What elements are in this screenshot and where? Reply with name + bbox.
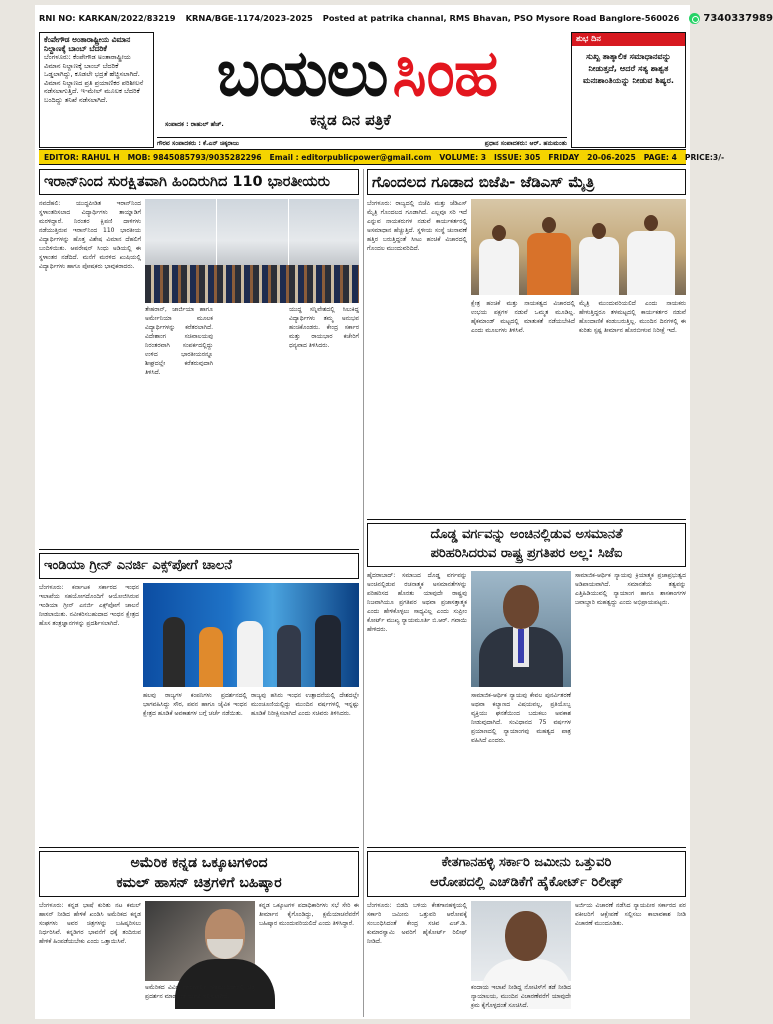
bjp-photo [471,199,686,295]
chief-editor: ಪ್ರಧಾನ ಸಂಪಾದಕರು: ಆರ್. ಹನುಮಂತು [484,140,567,147]
rni-number: RNI NO: KARKAN/2022/83219 [39,13,176,23]
info-issue: ISSUE: 305 [494,152,541,162]
green-body-col1: ಬೆಂಗಳೂರು: ಕರ್ನಾಟಕ ಸರ್ಕಾರದ ಇಂಧನ ಇಲಾಖೆಯ ಸಹಯೋಗದೊಂದಿಗೆ ಆಯೋಜಿಸಿರುವ ಇಂಡಿಯಾ ಗ್ರೀನ್ ಎನರ್ಜಿ ಎಕ್ಸ್‌ಪೋಗೆ ಚಾಲನೆ ನೀಡಲಾಯಿತು. ನವೀಕರಿಸಬಹುದಾದ ಇಂಧನ ಕ್ಷೇತ್ರದ ಹೊಸ ತಂತ್ರಜ್ಞಾನಗಳನ್ನು ಪ್ರದರ್ಶಿಸಲಾಗಿದೆ. [39,584,139,627]
phone-contact [689,13,773,24]
nameplate-word-black: ಬಯಲು [216,37,388,111]
info-date: 20-06-2025 [587,152,636,162]
kamal-headline-line1: ಅಮೆರಿಕ ಕನ್ನಡ ಒಕ್ಕೂಟಗಳಿಂದ [130,855,268,871]
kamal-photo [145,901,255,981]
whatsapp-icon [689,13,700,24]
nameplate [157,29,557,119]
iran-body-col3 [217,305,285,389]
minority-body-col1: ಹೈದರಾಬಾದ್: ಸಮಾಜದ ದೊಡ್ಡ ವರ್ಗವನ್ನು ಅಂಚಿನಲ್ಲಿಡುವ ರಚನಾತ್ಮಕ ಅಸಮಾನತೆಗಳನ್ನು ಪರಿಹರಿಸದ ಹೊರತು ಯಾವುದೇ ರಾಷ್ಟ್ರವು ನಿಜವಾಗಿಯೂ ಪ್ರಗತಿಪರ ಅಥವಾ ಪ್ರಜಾಸತ್ತಾತ್ಮಕ ಎಂದು ಹೇಳಿಕೊಳ್ಳಲು ಸಾಧ್ಯವಿಲ್ಲ ಎಂದು ಸುಪ್ರೀಂ ಕೋರ್ಟ್ ಮುಖ್ಯ ನ್ಯಾಯಮೂರ್ತಿ ಬಿ.ಆರ್. ಗವಾಯಿ ಹೇಳಿದರು. [367,572,467,633]
info-bar [39,149,725,165]
bjp-body-col1: ಬೆಂಗಳೂರು: ರಾಜ್ಯದಲ್ಲಿ ಬಿಜೆಪಿ ಮತ್ತು ಜೆಡಿಎಸ್ ಮೈತ್ರಿ ಗೊಂದಲದ ಗೂಡಾಗಿದೆ. ಎಲ್ಲವೂ ಸರಿ ಇದೆ ಎನ್ನುವ ನಾಯಕರುಗಳ ನಡುವೆ ಕಾರ್ಯಕರ್ತರಲ್ಲಿ ಅಸಮಾಧಾನ ಹೆಚ್ಚುತ್ತಿದೆ. ಸ್ಥಳೀಯ ಸಂಸ್ಥೆ ಚುನಾವಣೆ ಹತ್ತಿರ ಬರುತ್ತಿದ್ದಂತೆ ಸೀಟು ಹಂಚಿಕೆ ವಿಚಾರದಲ್ಲಿ ಗೊಂದಲ ಮುಂದುವರಿದಿದೆ. [367,200,467,252]
bjp-body-col2: ಕ್ಷೇತ್ರ ಹಂಚಿಕೆ ಮತ್ತು ನಾಯಕತ್ವದ ವಿಚಾರದಲ್ಲಿ ಉಭಯ ಪಕ್ಷಗಳ ನಡುವೆ ಒಮ್ಮತ ಮೂಡಿಲ್ಲ. ಹೈಕಮಾಂಡ್ ಮಟ್ಟದಲ್ಲಿ ಮಾತುಕತೆ ನಡೆಯಬೇಕಿದೆ ಎಂದು ಮೂಲಗಳು ತಿಳಿಸಿವೆ. [471,300,575,334]
iran-photo [145,199,359,303]
green-photo [143,583,359,687]
bjp-body-col3: ಮೈತ್ರಿ ಮುಂದುವರಿಯಲಿದೆ ಎಂದು ನಾಯಕರು ಹೇಳುತ್ತಿದ್ದರೂ ತಳಮಟ್ಟದಲ್ಲಿ ಕಾರ್ಯಕರ್ತರ ನಡುವೆ ಹೊಂದಾಣಿಕೆ ಕಂಡುಬರುತ್ತಿಲ್ಲ. ಮುಂದಿನ ದಿನಗಳಲ್ಲಿ ಈ ಕುರಿತು ಸ್ಪಷ್ಟ ತೀರ್ಮಾನ ಹೊರಬೀಳುವ ನಿರೀಕ್ಷೆ ಇದೆ. [579,300,686,334]
info-email: Email : editorpublicpower@gmail.com [269,152,432,162]
hdk-headline-line2: ಆರೋಪದಲ್ಲಿ ಎಚ್‌ಡಿಕೆಗೆ ಹೈಕೋರ್ಟ್ ರಿಲೀಫ್ [430,875,623,890]
hdk-photo [471,901,571,981]
editor-credit: ಸಂಪಾದಕ : ರಾಹುಲ್ ಹೆಚ್. [165,121,224,128]
hdk-headline [367,851,686,897]
info-mobile: MOB: 9845085793/9035282296 [127,152,262,162]
minority-headline-line2: ಪರಿಹರಿಸಿದರುವ ರಾಷ್ಟ್ರ ಪ್ರಗತಿಪರ ಅಲ್ಲ: ಸಿಜೆಐ [430,546,623,561]
kamal-headline-line2: ಕಮಲ್ ಹಾಸನ್ ಚಿತ್ರಗಳಿಗೆ ಬಹಿಷ್ಕಾರ [116,875,282,891]
kamal-headline [39,851,359,897]
iran-body-col1: ನವದೆಹಲಿ: ಯುದ್ಧಪೀಡಿತ ಇರಾನ್‌ನಿಂದ ಸ್ಥಳಾಂತರಿಸಲಾದ ವಿದ್ಯಾರ್ಥಿಗಳು ತಾಯ್ನಾಡಿಗೆ ಮರಳಿದ್ದಾರೆ. ನಿರಂತರ ಕ್ಷಿಪಣಿ ದಾಳಿಗಳು ನಡೆಯುತ್ತಿರುವ ಇರಾನ್‌ನಿಂದ 110 ಭಾರತೀಯ ವಿದ್ಯಾರ್ಥಿಗಳನ್ನು ಹೊತ್ತ ವಿಶೇಷ ವಿಮಾನ ದೆಹಲಿಗೆ ಬಂದಿಳಿಯಿತು. ಆಪರೇಷನ್ ಸಿಂಧು ಅಡಿಯಲ್ಲಿ ಈ ಸ್ಥಳಾಂತರ ನಡೆದಿದೆ. ಮನೆಗೆ ಮರಳಿದ ಖುಷಿಯಲ್ಲಿ ವಿದ್ಯಾರ್ಥಿಗಳು ಹಾಗೂ ಪೋಷಕರು ಭಾವುಕರಾದರು. [39,200,141,270]
masthead-credits [157,137,567,148]
iran-body-col4: ಯುದ್ಧ ಸನ್ನಿವೇಶದಲ್ಲಿ ಸಿಲುಕಿದ್ದ ವಿದ್ಯಾರ್ಥಿಗಳು ತಮ್ಮ ಅನುಭವ ಹಂಚಿಕೊಂಡರು. ಕೇಂದ್ರ ಸರ್ಕಾರ ಮತ್ತು ರಾಯಭಾರ ಕಚೇರಿಗೆ ಧನ್ಯವಾದ ತಿಳಿಸಿದರು. [289,306,359,349]
iran-headline: ಇರಾನ್‌ನಿಂದ ಸುರಕ್ಷಿತವಾಗಿ ಹಿಂದಿರುಗಿದ 110 ಭಾರತೀಯರು [39,169,359,195]
cji-portrait [471,571,571,687]
kamal-body-col3: ಕನ್ನಡ ಒಕ್ಕೂಟಗಳ ಪದಾಧಿಕಾರಿಗಳು ಸಭೆ ಸೇರಿ ಈ ತೀರ್ಮಾನ ಕೈಗೊಂಡಿದ್ದು, ಕ್ಷಮೆಯಾಚನೆವರೆಗೆ ಬಹಿಷ್ಕಾರ ಮುಂದುವರಿಯಲಿದೆ ಎಂದು ತಿಳಿಸಿದ್ದಾರೆ. [259,902,359,927]
bjp-headline: ಗೊಂದಲದ ಗೂಡಾದ ಬಿಜೆಪಿ- ಜೆಡಿಎಸ್ ಮೈತ್ರಿ [367,169,686,195]
info-price: PRICE:3/- [684,152,725,162]
newspaper-page [35,5,773,1019]
phone-number: 7340337989 [703,12,773,24]
minority-headline-line1: ದೊಡ್ಡ ವರ್ಗವನ್ನು ಅಂಚಿನಲ್ಲಿಡುವ ಅಸಮಾನತೆ [430,527,623,542]
nameplate-word-red: ಸಿಂಹ [392,37,498,111]
posted-address: Posted at patrika channal, RMS Bhavan, PSO Mysore Road Banglore-560026 [322,13,680,23]
masthead-subtitle: ಕನ್ನಡ ದಿನ ಪತ್ರಿಕೆ [310,111,391,129]
registration-strip [35,5,773,31]
ear-right-title: ಶುಭ ದಿನ [572,33,685,46]
info-volume: VOLUME: 3 [439,152,487,162]
info-editor: EDITOR: RAHUL H [44,152,120,162]
ear-left-title: ಕೆಂಪೇಗೌಡ ಅಂತಾರಾಷ್ಟ್ರೀಯ ವಿಮಾನ ನಿಲ್ದಾಣಕ್ಕೆ ಬಾಂಬ್ ಬೆದರಿಕೆ [44,35,131,53]
hdk-body-col1: ಬೆಂಗಳೂರು: ಬಿಡದಿ ಬಳಿಯ ಕೇತಗಾನಹಳ್ಳಿಯಲ್ಲಿ ಸರ್ಕಾರಿ ಜಮೀನು ಒತ್ತುವರಿ ಆರೋಪಕ್ಕೆ ಸಂಬಂಧಿಸಿದಂತೆ ಕೇಂದ್ರ ಸಚಿವ ಎಚ್.ಡಿ. ಕುಮಾರಸ್ವಾಮಿ ಅವರಿಗೆ ಹೈಕೋರ್ಟ್ ರಿಲೀಫ್ ನೀಡಿದೆ. [367,902,467,945]
krna-number: KRNA/BGE-1174/2023-2025 [185,13,313,23]
kamal-body-col2: ಅಮೆರಿಕದ ವಿವಿಧ ನಗರಗಳಲ್ಲಿನ ಚಿತ್ರಮಂದಿರಗಳಲ್ಲಿ ಚಿತ್ರ ಪ್ರದರ್ಶನ ಮಾಡದಂತೆ ಮನವಿ ಸಲ್ಲಿಸಲಾಗಿದೆ. [145,984,255,1000]
minority-body-col3: ಸಾಮಾಜಿಕ-ಆರ್ಥಿಕ ನ್ಯಾಯವು ಕ್ರಿಯಾತ್ಮಕ ಪ್ರಜಾಪ್ರಭುತ್ವದ ಅಡಿಪಾಯವಾಗಿದೆ. ಸಮಾನತೆಯ ತತ್ವವನ್ನು ಎತ್ತಿಹಿಡಿಯುವಲ್ಲಿ ನ್ಯಾಯಾಂಗ ಹಾಗೂ ಶಾಸಕಾಂಗಗಳ ಜವಾಬ್ದಾರಿ ಮಹತ್ವದ್ದು ಎಂದು ಅಭಿಪ್ರಾಯಪಟ್ಟರು. [575,572,686,606]
honorary-editor: ಗೌರವ ಸಂಪಾದಕರು : ಕೆ.ಎನ್ ಚಿಕ್ಕರಾಜು [157,140,240,147]
iran-body-col2: ತೇಹರಾನ್, ಜಾರ್ಜಿಯಾ ಹಾಗೂ ಅರ್ಮೇನಿಯಾ ಮೂಲಕ ವಿದ್ಯಾರ್ಥಿಗಳನ್ನು ಕರೆತರಲಾಗಿದೆ. ವಿದೇಶಾಂಗ ಸಚಿವಾಲಯವು ನಿರಂತರವಾಗಿ ಸಂಪರ್ಕದಲ್ಲಿದ್ದು ಉಳಿದ ಭಾರತೀಯರನ್ನೂ ಶೀಘ್ರದಲ್ಲೇ ಕರೆತರುವುದಾಗಿ ತಿಳಿಸಿದೆ. [145,306,213,376]
green-headline: ಇಂಡಿಯಾ ಗ್ರೀನ್ ಎನರ್ಜಿ ಎಕ್ಸ್‌ಪೋಗೆ ಚಾಲನೆ [39,553,359,579]
hdk-body-col2: ಕಂದಾಯ ಇಲಾಖೆ ನೀಡಿದ್ದ ನೋಟಿಸ್‌ಗೆ ತಡೆ ನೀಡಿದ ನ್ಯಾಯಾಲಯ, ಮುಂದಿನ ವಿಚಾರಣೆವರೆಗೆ ಯಾವುದೇ ಕ್ರಮ ಕೈಗೊಳ್ಳದಂತೆ ಸೂಚಿಸಿದೆ. [471,984,571,1009]
ear-right-body: ಸುಖ್ಖ ತಾತ್ಕಾಲಿಕ ಸಮಾಧಾನವನ್ನು ನೀಡುತ್ತದೆ, ಆದರೆ ಸತ್ಯ ಶಾಶ್ವತ ಮನಃಶಾಂತಿಯನ್ನು ನೀಡುವ ಶಿಷ್ಯರ. [582,50,675,85]
green-body-col2: ಹಲವು ರಾಜ್ಯಗಳ ಕಂಪನಿಗಳು ಪ್ರದರ್ಶನದಲ್ಲಿ ಭಾಗವಹಿಸಿದ್ದು ಸೌರ, ಪವನ ಹಾಗೂ ಜೈವಿಕ ಇಂಧನ ಕ್ಷೇತ್ರದ ಹೂಡಿಕೆ ಅವಕಾಶಗಳ ಬಗ್ಗೆ ಚರ್ಚೆ ನಡೆಯಿತು. [143,692,247,717]
ear-left-body: ಬೆಂಗಳೂರು: ಕೆಂಪೇಗೌಡ ಅಂತಾರಾಷ್ಟ್ರೀಯ ವಿಮಾನ ನಿಲ್ದಾಣಕ್ಕೆ ಬಾಂಬ್ ಬೆದರಿಕೆ ಒಡ್ಡಲಾಗಿದ್ದು, ಕೂಡಲೇ ಭದ್ರತೆ ಹೆಚ್ಚಿಸಲಾಗಿದೆ. ವಿಮಾನ ನಿಲ್ದಾಣದ ಪ್ರತಿ ಪ್ರಯಾಣಿಕರ ಪರಿಶೀಲನೆ ನಡೆಸಲಾಗುತ್ತಿದೆ. ಇ-ಮೇಲ್ ಮೂಲಕ ಬೆದರಿಕೆ ಬಂದಿದ್ದು ತನಿಖೆ ನಡೆಸಲಾಗಿದೆ. [44,53,144,104]
minority-headline [367,523,686,567]
ear-left-box [39,32,154,148]
info-day: FRIDAY [548,152,580,162]
hdk-headline-line1: ಕೇತಗಾನಹಳ್ಳಿ ಸರ್ಕಾರಿ ಜಮೀನು ಒತ್ತುವರಿ [441,855,612,870]
kamal-body-col1: ಬೆಂಗಳೂರು: ಕನ್ನಡ ಭಾಷೆ ಕುರಿತು ನಟ ಕಮಲ್ ಹಾಸನ್ ನೀಡಿದ ಹೇಳಿಕೆ ಖಂಡಿಸಿ ಅಮೆರಿಕದ ಕನ್ನಡ ಸಂಘಗಳು ಅವರ ಚಿತ್ರಗಳನ್ನು ಬಹಿಷ್ಕರಿಸಲು ನಿರ್ಧರಿಸಿವೆ. ಕನ್ನಡಿಗರ ಭಾವನೆಗೆ ಧಕ್ಕೆ ತಂದಿರುವ ಹೇಳಿಕೆ ಹಿಂಪಡೆಯಬೇಕು ಎಂದು ಒತ್ತಾಯಿಸಿವೆ. [39,902,141,945]
hdk-body-col3: ಅರ್ಜಿಯ ವಿಚಾರಣೆ ನಡೆಸಿದ ನ್ಯಾಯಪೀಠ ಸರ್ಕಾರದ ಪರ ವಕೀಲರಿಗೆ ಆಕ್ಷೇಪಣೆ ಸಲ್ಲಿಸಲು ಕಾಲಾವಕಾಶ ನೀಡಿ ವಿಚಾರಣೆ ಮುಂದೂಡಿತು. [575,902,686,927]
ear-right-box [571,32,686,148]
info-page: PAGE: 4 [643,152,677,162]
green-body-col3: ರಾಜ್ಯವು ಹಸಿರು ಇಂಧನ ಉತ್ಪಾದನೆಯಲ್ಲಿ ದೇಶದಲ್ಲೇ ಮುಂಚೂಣಿಯಲ್ಲಿದ್ದು ಮುಂದಿನ ವರ್ಷಗಳಲ್ಲಿ ಇನ್ನಷ್ಟು ಹೂಡಿಕೆ ನಿರೀಕ್ಷಿಸಲಾಗಿದೆ ಎಂದು ಸಚಿವರು ತಿಳಿಸಿದರು. [251,692,359,717]
minority-body-col2: ಸಾಮಾಜಿಕ-ಆರ್ಥಿಕ ನ್ಯಾಯವು ಕೇವಲ ಪುನರ್ವಿತರಣೆ ಅಥವಾ ಕಲ್ಯಾಣದ ವಿಷಯವಲ್ಲ, ಪ್ರತಿಯೊಬ್ಬ ವ್ಯಕ್ತಿಯು ಘನತೆಯಿಂದ ಬದುಕಲು ಅವಕಾಶ ನೀಡುವುದಾಗಿದೆ. ಸಂವಿಧಾನದ 75 ವರ್ಷಗಳ ಪ್ರಯಾಣದಲ್ಲಿ ನ್ಯಾಯಾಂಗವು ಮಹತ್ವದ ಪಾತ್ರ ವಹಿಸಿದೆ ಎಂದರು. [471,692,571,744]
